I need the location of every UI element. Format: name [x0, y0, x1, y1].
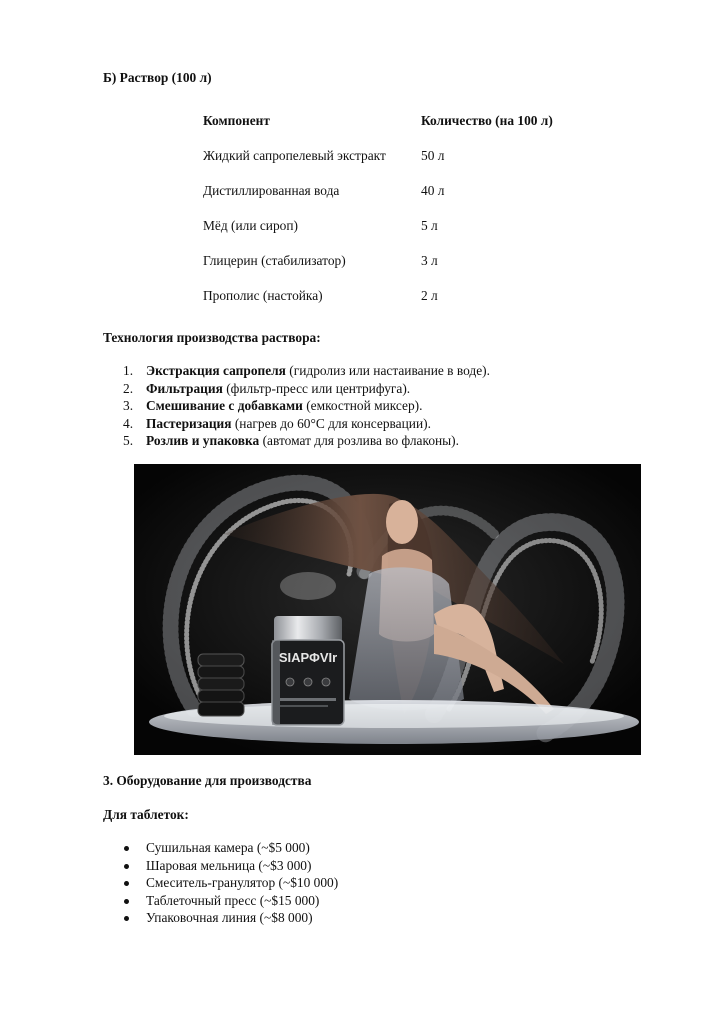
technology-title: Технология производства раствора: [103, 330, 321, 345]
section-3-title: 3. Оборудование для производства [103, 773, 312, 788]
list-item: Таблеточный пресс (~$15 000) [146, 892, 338, 910]
list-item: Шаровая мельница (~$3 000) [146, 857, 338, 875]
table-cell-component: Мёд (или сироп) [203, 218, 298, 233]
list-item: Сушильная камера (~$5 000) [146, 839, 338, 857]
product-illustration [134, 464, 641, 755]
list-item: 2. Фильтрация (фильтр-пресс или центрифуга). [123, 380, 411, 396]
bullet-icon [124, 864, 129, 869]
list-item: 1. Экстракция сапропеля (гидролиз или настаивание в воде). [123, 363, 490, 378]
table-cell-quantity: 3 л [421, 253, 438, 268]
table-header-quantity: Количество (на 100 л) [421, 113, 553, 128]
table-header-component: Компонент [203, 113, 270, 128]
list-item: 5. Розлив и упаковка (автомат для розлива во флаконы). [123, 433, 459, 449]
bullet-icon [124, 899, 129, 904]
list-item: Упаковочная линия (~$8 000) [146, 909, 338, 927]
tablets-subtitle: Для таблеток: [103, 807, 189, 822]
table-cell-quantity: 5 л [421, 218, 438, 233]
technology-steps-list [108, 362, 490, 450]
table-cell-component: Глицерин (стабилизатор) [203, 253, 346, 268]
table-cell-component: Прополис (настойка) [203, 288, 323, 303]
equipment-list [108, 839, 338, 927]
product-photo [134, 464, 641, 755]
jar-brand-label: SIAPΦVIr [278, 650, 338, 665]
table-cell-quantity: 2 л [421, 288, 438, 303]
section-b-title: Б) Раствор (100 л) [103, 70, 212, 85]
list-item: Смеситель-гранулятор (~$10 000) [146, 874, 338, 892]
list-item: 4. Пастеризация (нагрев до 60°C для консервации). [123, 415, 431, 431]
table-cell-component: Дистиллированная вода [203, 183, 340, 198]
table-cell-quantity: 40 л [421, 183, 445, 198]
face [386, 500, 418, 544]
list-item: 3. Смешивание с добавками (емкостной миксер). [123, 398, 423, 414]
tablet-stack [198, 654, 244, 716]
bullet-icon [124, 916, 129, 921]
table-cell-quantity: 50 л [421, 148, 445, 163]
table-cell-component: Жидкий сапропелевый экстракт [203, 148, 386, 163]
bullet-icon [124, 846, 129, 851]
bullet-icon [124, 881, 129, 886]
